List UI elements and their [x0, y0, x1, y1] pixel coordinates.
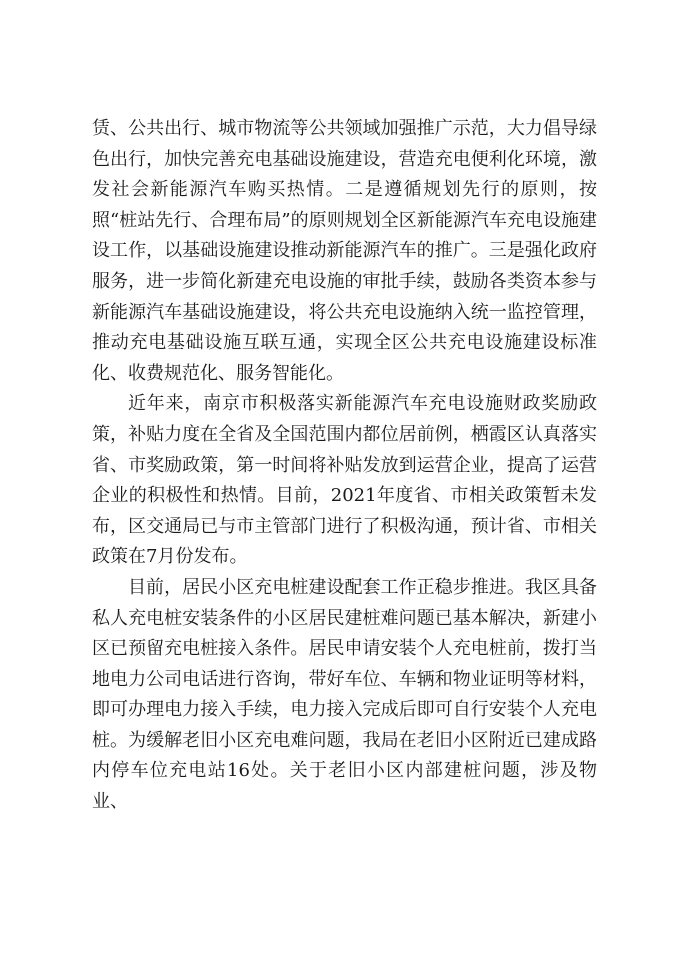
document-body — [92, 114, 597, 818]
paragraph-1: 赁、公共出行、城市物流等公共领域加强推广示范，大力倡导绿色出行，加快完善充电基础设施建设，营造充电便利化环境，激发社会新能源汽车购买热情。二是遵循规划先行的原则，按照“桩站先行、合理布局”的原则规划全区新能源汽车充电设施建设工作，以基础设施建设推动新能源汽车的推广。三是强化政府服务，进一步简化新建充电设施的审批手续，鼓励各类资本参与新能源汽车基础设施建设，将公共充电设施纳入统一监控管理，推动充电基础设施互联互通，实现全区公共充电设施建设标准化、收费规范化、服务智能化。 — [92, 118, 597, 384]
paragraph-2: 近年来，南京市积极落实新能源汽车充电设施财政奖励政策，补贴力度在全省及全国范围内都位居前例，栖霞区认真落实省、市奖励政策，第一时间将补贴发放到运营企业，提高了运营企业的积极性和热情。目前，2021年度省、市相关政策暂未发布，区交通局已与市主管部门进行了积极沟通，预计省、市相关政策在7月份发布。 — [92, 393, 597, 568]
paragraph-3: 目前，居民小区充电桩建设配套工作正稳步推进。我区具备私人充电桩安装条件的小区居民建桩难问题已基本解决，新建小区已预留充电桩接入条件。居民申请安装个人充电桩前，拨打当地电力公司电话进行咨询，带好车位、车辆和物业证明等材料，即可办理电力接入手续，电力接入完成后即可自行安装个人充电桩。为缓解老旧小区充电难问题，我局在老旧小区附近已建成路内停车位充电站16处。关于老旧小区内部建桩问题，涉及物业、 — [92, 576, 597, 813]
